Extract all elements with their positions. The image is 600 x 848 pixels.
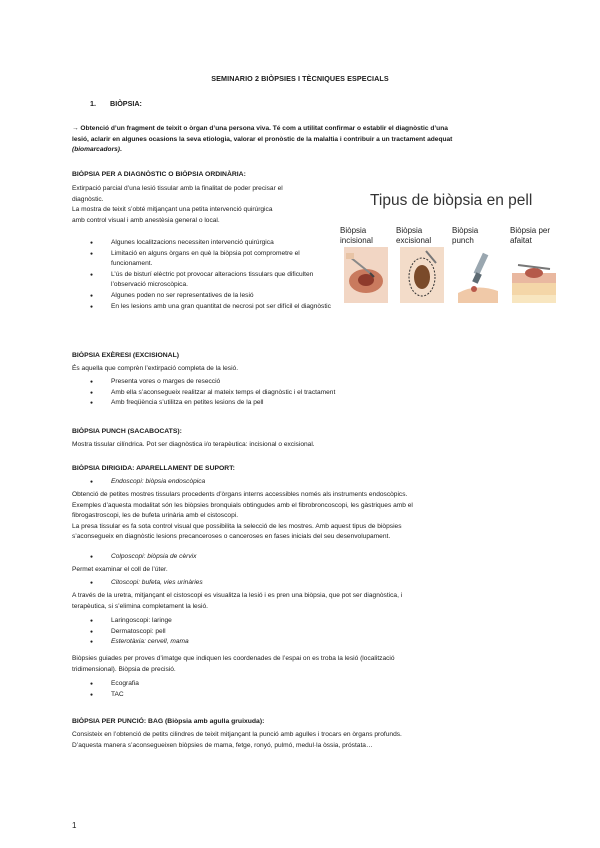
- list-item: ● Citoscopi: bufeta, vies urinàries: [90, 578, 550, 589]
- incisional-paragraph: [72, 184, 340, 226]
- figure-label-punch: Biòpsia punch: [452, 226, 479, 245]
- heading-incisional: BIÒPSIA PER A DIAGNÒSTIC O BIÒPSIA ORDINÀRIA:: [72, 171, 246, 178]
- document-title: SEMINARIO 2 BIÒPSIES I TÈCNIQUES ESPECIALS: [211, 74, 389, 83]
- section-biopsia-heading: [90, 99, 142, 108]
- heading-directed: BIÒPSIA DIRIGIDA: APARELLAMENT DE SUPORT:: [72, 465, 235, 472]
- excisional-paragraph: És aquella que comprèn l’extirpació completa de la lesió.: [72, 365, 239, 372]
- heading-punch: BIÒPSIA PUNCH (SACABOCATS):: [72, 428, 182, 435]
- figure-label-shave: Biòpsia per afaitat: [510, 226, 551, 245]
- incisional-bullet-list: [90, 238, 340, 312]
- list-item: ● Laringoscopi: laringe: [90, 616, 550, 627]
- section-number: 1.: [90, 99, 96, 108]
- list-item: ● Amb freqüència s’utilitza en petites lesions de la pell: [90, 398, 550, 409]
- colposcopy-paragraph: Permet examinar el coll de l’úter.: [72, 566, 168, 573]
- figure-label-incisional: Biòpsia incisional: [340, 226, 373, 245]
- list-item: ● Amb ella s’aconsegueix realitzar al mateix temps el diagnòstic i el tractament: [90, 388, 550, 399]
- intro-line-3: (biomarcadors).: [72, 146, 122, 154]
- endoscopy-line-3: fibrogastroscopi, les de bufeta urinària amb el cistoscopi.: [72, 512, 239, 520]
- intro-line-1: → Obtenció d’un fragment de teixit o òrgan d’una persona viva. Té com a utilitat confirmar o establir el diagnòstic d’una: [72, 125, 448, 132]
- list-item: ● En les lesions amb una gran quantitat de necrosi pot ser difícil el diagnòstic: [90, 302, 340, 313]
- directed-endoscopy-list: [90, 477, 550, 488]
- list-item: ● TAC: [90, 690, 550, 701]
- excisional-biopsy-illustration: [400, 247, 444, 303]
- list-item: ● Endoscopi: biòpsia endoscòpica: [90, 477, 550, 488]
- list-item: ● Colposcopi: biòpsia de cèrvix: [90, 552, 550, 563]
- list-item: ● Limitació en alguns òrgans en què la biòpsia pot comprometre el funcionament.: [90, 249, 340, 270]
- list-item: ● Presenta vores o marges de resecció: [90, 377, 550, 388]
- heading-bag: BIÒPSIA PER PUNCIÓ: BAG (Biòpsia amb agulla gruixuda):: [72, 718, 265, 725]
- figure-title: Tipus de biòpsia en pell: [370, 192, 533, 209]
- endoscopy-line-4: La presa tissular es fa sota control visual que possibilita la selecció de les mostres. Amb aquest tipus de biòpsies: [72, 522, 402, 530]
- list-item: ● Dermatoscopi: pell: [90, 627, 550, 638]
- bag-line-2: D’aquesta manera s’aconsegueixen biòpsies de mama, fetge, ronyó, pulmó, medul·la òssia, próstata…: [72, 741, 373, 749]
- guided-line-1: Biòpsies guiades per proves d’imatge que indiquen les coordenades de l’espai on es troba la lesió (localització: [72, 655, 395, 662]
- directed-scopes-list: [90, 616, 550, 648]
- page-number: 1: [72, 821, 77, 830]
- cystoscopy-line-1: A través de la uretra, mitjançant el cistoscopi es visualitza la lesió i es pren una biòpsia, que pot ser diagnòstica, i: [72, 592, 403, 599]
- shave-biopsy-illustration: [512, 247, 556, 303]
- punch-paragraph: Mostra tissular cilíndrica. Pot ser diagnòstica i/o terapèutica: incisional o excisional.: [72, 441, 315, 448]
- directed-imaging-list: [90, 679, 550, 700]
- punch-biopsy-illustration: [456, 247, 500, 303]
- biopsy-types-figure: [340, 190, 560, 320]
- heading-excisional: BIÒPSIA EXÈRESI (EXCISIONAL): [72, 352, 180, 359]
- bag-line-1: Consisteix en l’obtenció de petits cilindres de teixit mitjançant la punció amb agulles i trocars en òrgans profunds.: [72, 731, 402, 738]
- incisional-line-1: Extirpació parcial d’una lesió tissular amb la finalitat de poder precisar el: [72, 185, 283, 192]
- incisional-line-3: La mostra de teixit s’obté mitjançant una petita intervenció quirúrgica: [72, 206, 273, 214]
- incisional-line-4: amb control visual i amb anestèsia general o local.: [72, 216, 220, 224]
- list-item: ● Algunes poden no ser representatives de la lesió: [90, 291, 340, 302]
- endoscopy-paragraph: [72, 490, 562, 543]
- section-title: BIÒPSIA:: [110, 99, 142, 108]
- intro-line-2: lesió, aclarir en algunes ocasions la seva etiologia, valorar el pronòstic de la malaltia i contribuir a un tractament adequat: [72, 135, 453, 143]
- endoscopy-line-5: s’aconsegueix en diagnòstic lesions precanceroses o canceroses en fases inicials del seu desenvolupament.: [72, 533, 391, 541]
- cystoscopy-line-2: terapèutica, si s’elimina completament la lesió.: [72, 602, 208, 610]
- incisional-line-2: diagnòstic.: [72, 195, 104, 203]
- bag-paragraph: [72, 730, 562, 751]
- guided-paragraph: [72, 654, 562, 675]
- excisional-bullet-list: [90, 377, 550, 409]
- intro-paragraph: [72, 124, 552, 156]
- incisional-biopsy-illustration: [344, 247, 388, 303]
- endoscopy-line-1: Obtenció de petites mostres tissulars procedents d’òrgans interns accessibles només als instruments endoscòpics.: [72, 491, 408, 498]
- list-item: ● Esterotàxia: cervell, mama: [90, 637, 550, 648]
- list-item: ● Algunes localitzacions necessiten intervenció quirúrgica: [90, 238, 340, 249]
- list-item: ● Ecografia: [90, 679, 550, 690]
- endoscopy-line-2: Exemples d’aquesta modalitat són les biòpsies bronquials obtingudes amb el fibrobroncoscopi, les gàstriques amb el: [72, 501, 413, 509]
- guided-line-2: tridimensional). Biòpsia de precisió.: [72, 665, 176, 673]
- cystoscopy-paragraph: [72, 591, 562, 612]
- figure-label-excisional: Biòpsia excisional: [396, 226, 432, 245]
- list-item: ● L’ús de bisturí elèctric pot provocar alteracions tissulars que dificulten l’observació microscòpica.: [90, 270, 340, 291]
- directed-cystoscopy-list: [90, 578, 550, 589]
- intro-biomarkers: (biomarcadors): [72, 146, 120, 154]
- directed-colposcopy-list: [90, 552, 550, 563]
